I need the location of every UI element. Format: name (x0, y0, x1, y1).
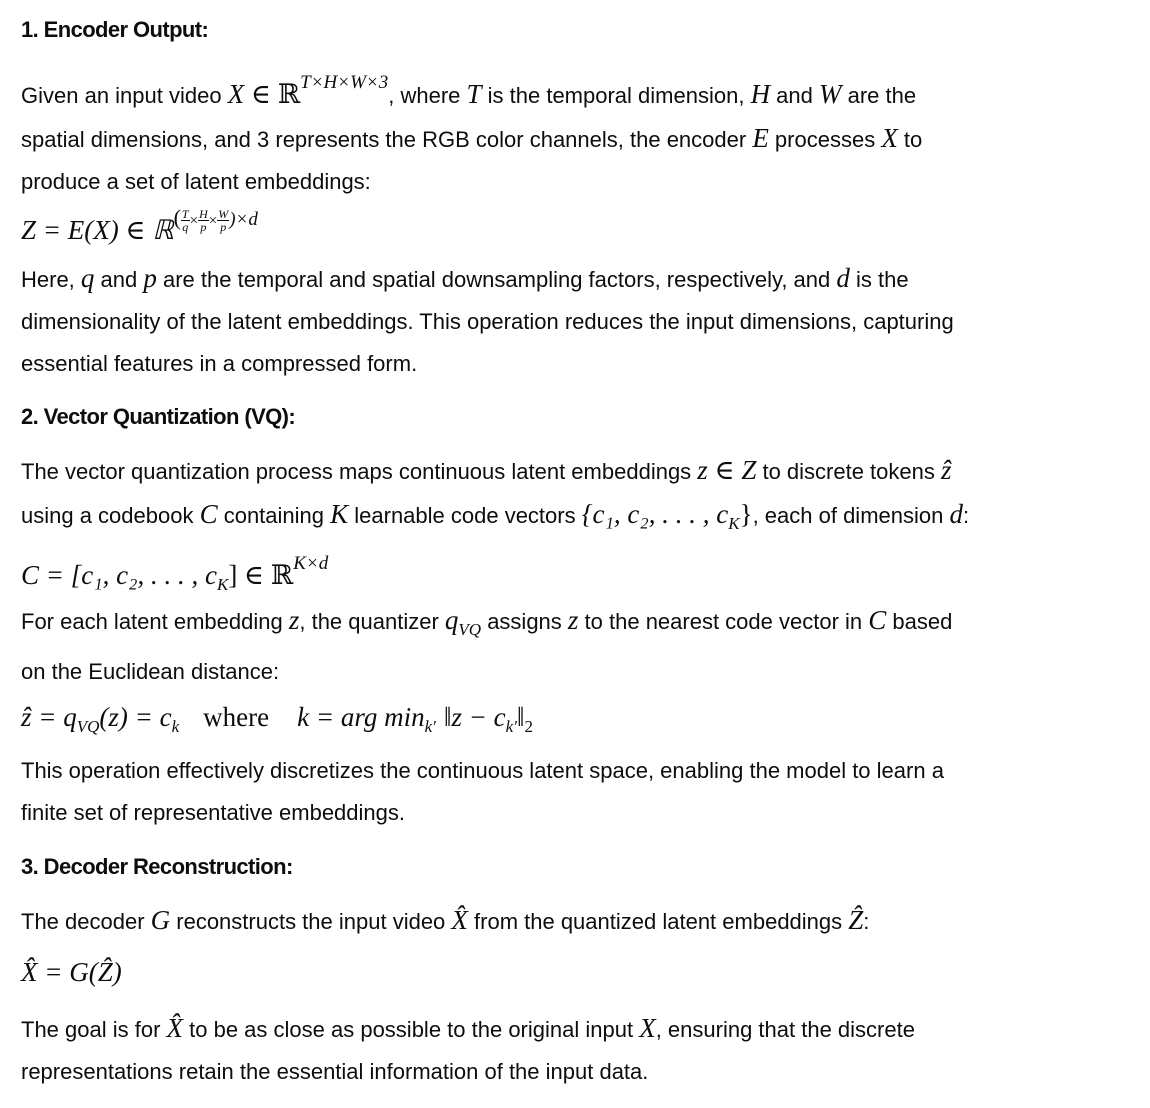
vq-middle-line-1: For each latent embedding z, the quantizer $q_{VQ}$ assigns z to the nearest code vector in C based (21, 605, 953, 639)
encoder-explain-line-1: Here, q and p are the temporal and spatial downsampling factors, respectively, and d is the (21, 263, 909, 293)
fraction-h-over-p: $\frac{H}{p}$ (199, 207, 208, 234)
vq-closing-line-1: This operation effectively discretizes the continuous latent space, enabling the model to learn a (21, 758, 944, 783)
encoder-explain-line-2: dimensionality of the latent embeddings. This operation reduces the input dimensions, capturing (21, 309, 954, 334)
decoder-equation: X̂ = G(Ẑ) (21, 957, 122, 987)
vq-intro-line-1: The vector quantization process maps continuous latent embeddings z ∈ Z to discrete tokens ẑ (21, 455, 952, 485)
encoder-intro-line-2: spatial dimensions, and 3 represents the RGB color channels, the encoder E processes X to (21, 123, 923, 153)
vq-closing-paragraph (21, 750, 1121, 834)
decoder-goal-line-1: The goal is for X̂ to be as close as possible to the original input X, ensuring that the discrete (21, 1013, 915, 1043)
encoder-intro-line-3: produce a set of latent embeddings: (21, 169, 371, 194)
encoder-intro-paragraph (21, 62, 1121, 203)
fraction-t-over-q: $\frac{T}{q}$ (181, 207, 189, 234)
fraction-w-over-p: $\frac{W}{p}$ (218, 207, 229, 234)
encoder-explain-paragraph (21, 257, 1121, 385)
section-heading-decoder-reconstruction: 3. Decoder Reconstruction: (21, 854, 293, 879)
section-heading-encoder-output: 1. Encoder Output: (21, 17, 209, 42)
vq-intro-line-2: using a codebook C containing K learnable code vectors {c₁, c₂, . . . , $c_K$}, each of dimension d: (21, 499, 970, 533)
quantizer-equation: ẑ = $q_{VQ}(z) = c_k$ where k = arg $\min_{k'}$ ‖z − $c_{k'}‖_2$ (21, 702, 534, 736)
decoder-intro-paragraph (21, 899, 1121, 943)
codebook-equation: C = [c₁, c₂, . . . , $c_K$] ∈ ℝ$^{K\times d}$ (21, 553, 329, 594)
encoder-equation: Z = E(X) ∈ ℝ( $\frac{T}{q}$ × $\frac{H}{p}$ × $\frac{W}{p}$ )×d (21, 205, 258, 245)
vq-middle-line-2: on the Euclidean distance: (21, 659, 280, 684)
encoder-explain-line-3: essential features in a compressed form. (21, 351, 418, 376)
decoder-intro-line-1: The decoder G reconstructs the input video X̂ from the quantized latent embeddings Ẑ: (21, 905, 870, 935)
vq-middle-paragraph (21, 599, 1121, 693)
decoder-goal-paragraph (21, 1007, 1121, 1093)
decoder-goal-line-2: representations retain the essential information of the input data. (21, 1059, 649, 1084)
vq-intro-paragraph (21, 449, 1121, 545)
vq-closing-line-2: finite set of representative embeddings. (21, 800, 406, 825)
section-heading-vector-quantization: 2. Vector Quantization (VQ): (21, 404, 296, 429)
encoder-intro-line-1: Given an input video X ∈ ℝ$^{T\times H\times W\times 3}$, where T is the temporal dimension, H and W are the (21, 72, 917, 109)
